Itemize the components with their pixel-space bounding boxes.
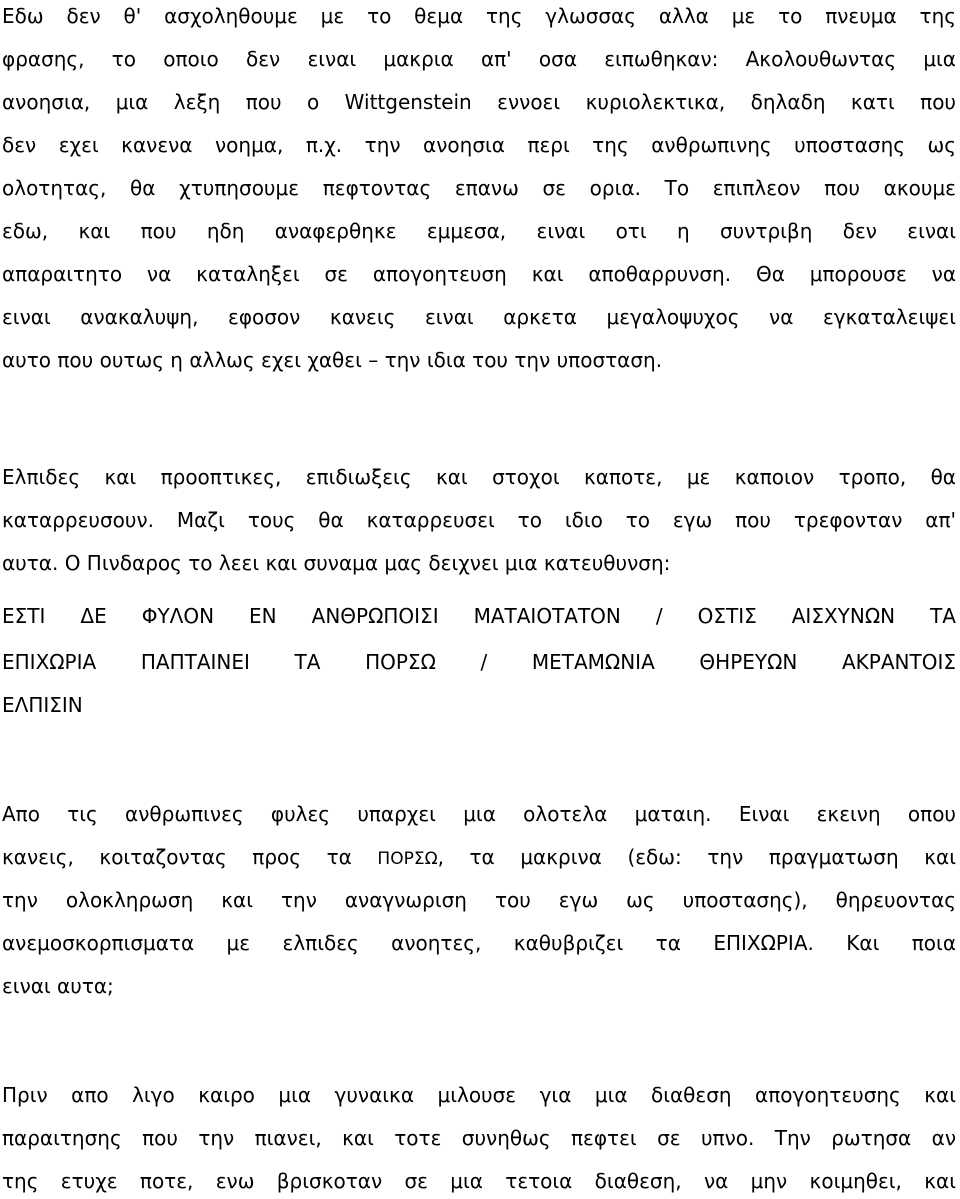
text-line: παραιτησης που την πιανει, και τοτε συνηθως πεφτει σε υπνο. Την ρωτησα αν <box>2 1126 956 1150</box>
text-line: αυτο που ουτως η αλλως εχει χαθει – την ιδια του την υποσταση. <box>2 348 663 372</box>
quote-line: ΕΣΤΙ ΔΕ ΦΥΛΟΝ ΕΝ ΑΝΘΡΩΠΟΙΣΙ ΜΑΤΑΙΟΤΑΤΟΝ / ΟΣΤΙΣ ΑΙΣΧΥΝΩΝ ΤΑ <box>2 604 956 628</box>
text-line: καταρρευσουν. Μαζι τους θα καταρρευσει το ιδιο το εγω που τρεφονταν απ' <box>2 508 956 532</box>
text-segment: κανεις, κοιταζοντας προς τα <box>2 845 378 869</box>
quote-line: ΕΠΙΧΩΡΙΑ ΠΑΠΤΑΙΝΕΙ ΤΑ ΠΟΡΣΩ / ΜΕΤΑΜΩΝΙΑ ΘΗΡΕΥΩΝ ΑΚΡΑΝΤΟΙΣ <box>2 650 956 674</box>
text-line: την ολοκληρωση και την αναγνωριση του εγω ως υποστασης), θηρευοντας <box>2 888 956 912</box>
text-line: Πριν απο λιγο καιρο μια γυναικα μιλουσε για μια διαθεση απογοητευσης και <box>2 1083 956 1107</box>
text-line: Ελπιδες και προοπτικες, επιδιωξεις και στοχοι καποτε, με καποιον τροπο, θα <box>2 465 956 489</box>
text-line: ανοησια, μια λεξη που ο Wittgenstein εννοει κυριολεκτικα, δηλαδη κατι που <box>2 90 956 114</box>
text-segment: , τα μακρινα (εδω: την πραγματωση και <box>437 845 956 869</box>
text-line: Εδω δεν θ' ασχοληθουμε με το θεμα της γλωσσας αλλα με το πνευμα της <box>2 4 956 28</box>
text-line: Απο τις ανθρωπινες φυλες υπαρχει μια ολοτελα ματαιη. Ειναι εκεινη οπου <box>2 802 956 826</box>
text-line: δεν εχει κανενα νοημα, π.χ. την ανοησια περι της ανθρωπινης υποστασης ως <box>2 133 956 157</box>
smallcaps-word: ΠΟΡΣΩ <box>377 849 438 869</box>
quote-line: ΕΛΠΙΣΙΝ <box>2 693 83 717</box>
text-line: φρασης, το οποιο δεν ειναι μακρια απ' οσα ειπωθηκαν: Ακολουθωντας μια <box>2 47 956 71</box>
text-line: της ετυχε ποτε, ενω βρισκοταν σε μια τετοια διαθεση, να μην κοιμηθει, και <box>2 1169 956 1193</box>
text-line: ολοτητας, θα χτυπησουμε πεφτοντας επανω σε ορια. Το επιπλεον που ακουμε <box>2 176 956 200</box>
text-line: ανεμοσκορπισματα με ελπιδες ανοητες, καθυβριζει τα ΕΠΙΧΩΡΙΑ. Και ποια <box>2 931 956 955</box>
text-line: ειναι αυτα; <box>2 974 114 998</box>
text-line: αυτα. Ο Πινδαρος το λεει και συναμα μας δειχνει μια κατευθυνση: <box>2 551 671 575</box>
text-line: ειναι ανακαλυψη, εφοσον κανεις ειναι αρκετα μεγαλοψυχος να εγκαταλειψει <box>2 305 956 329</box>
text-line <box>2 842 956 872</box>
text-line: εδω, και που ηδη αναφερθηκε εμμεσα, ειναι οτι η συντριβη δεν ειναι <box>2 219 956 243</box>
text-line: απαραιτητο να καταληξει σε απογοητευση και αποθαρρυνση. Θα μπορουσε να <box>2 262 956 286</box>
